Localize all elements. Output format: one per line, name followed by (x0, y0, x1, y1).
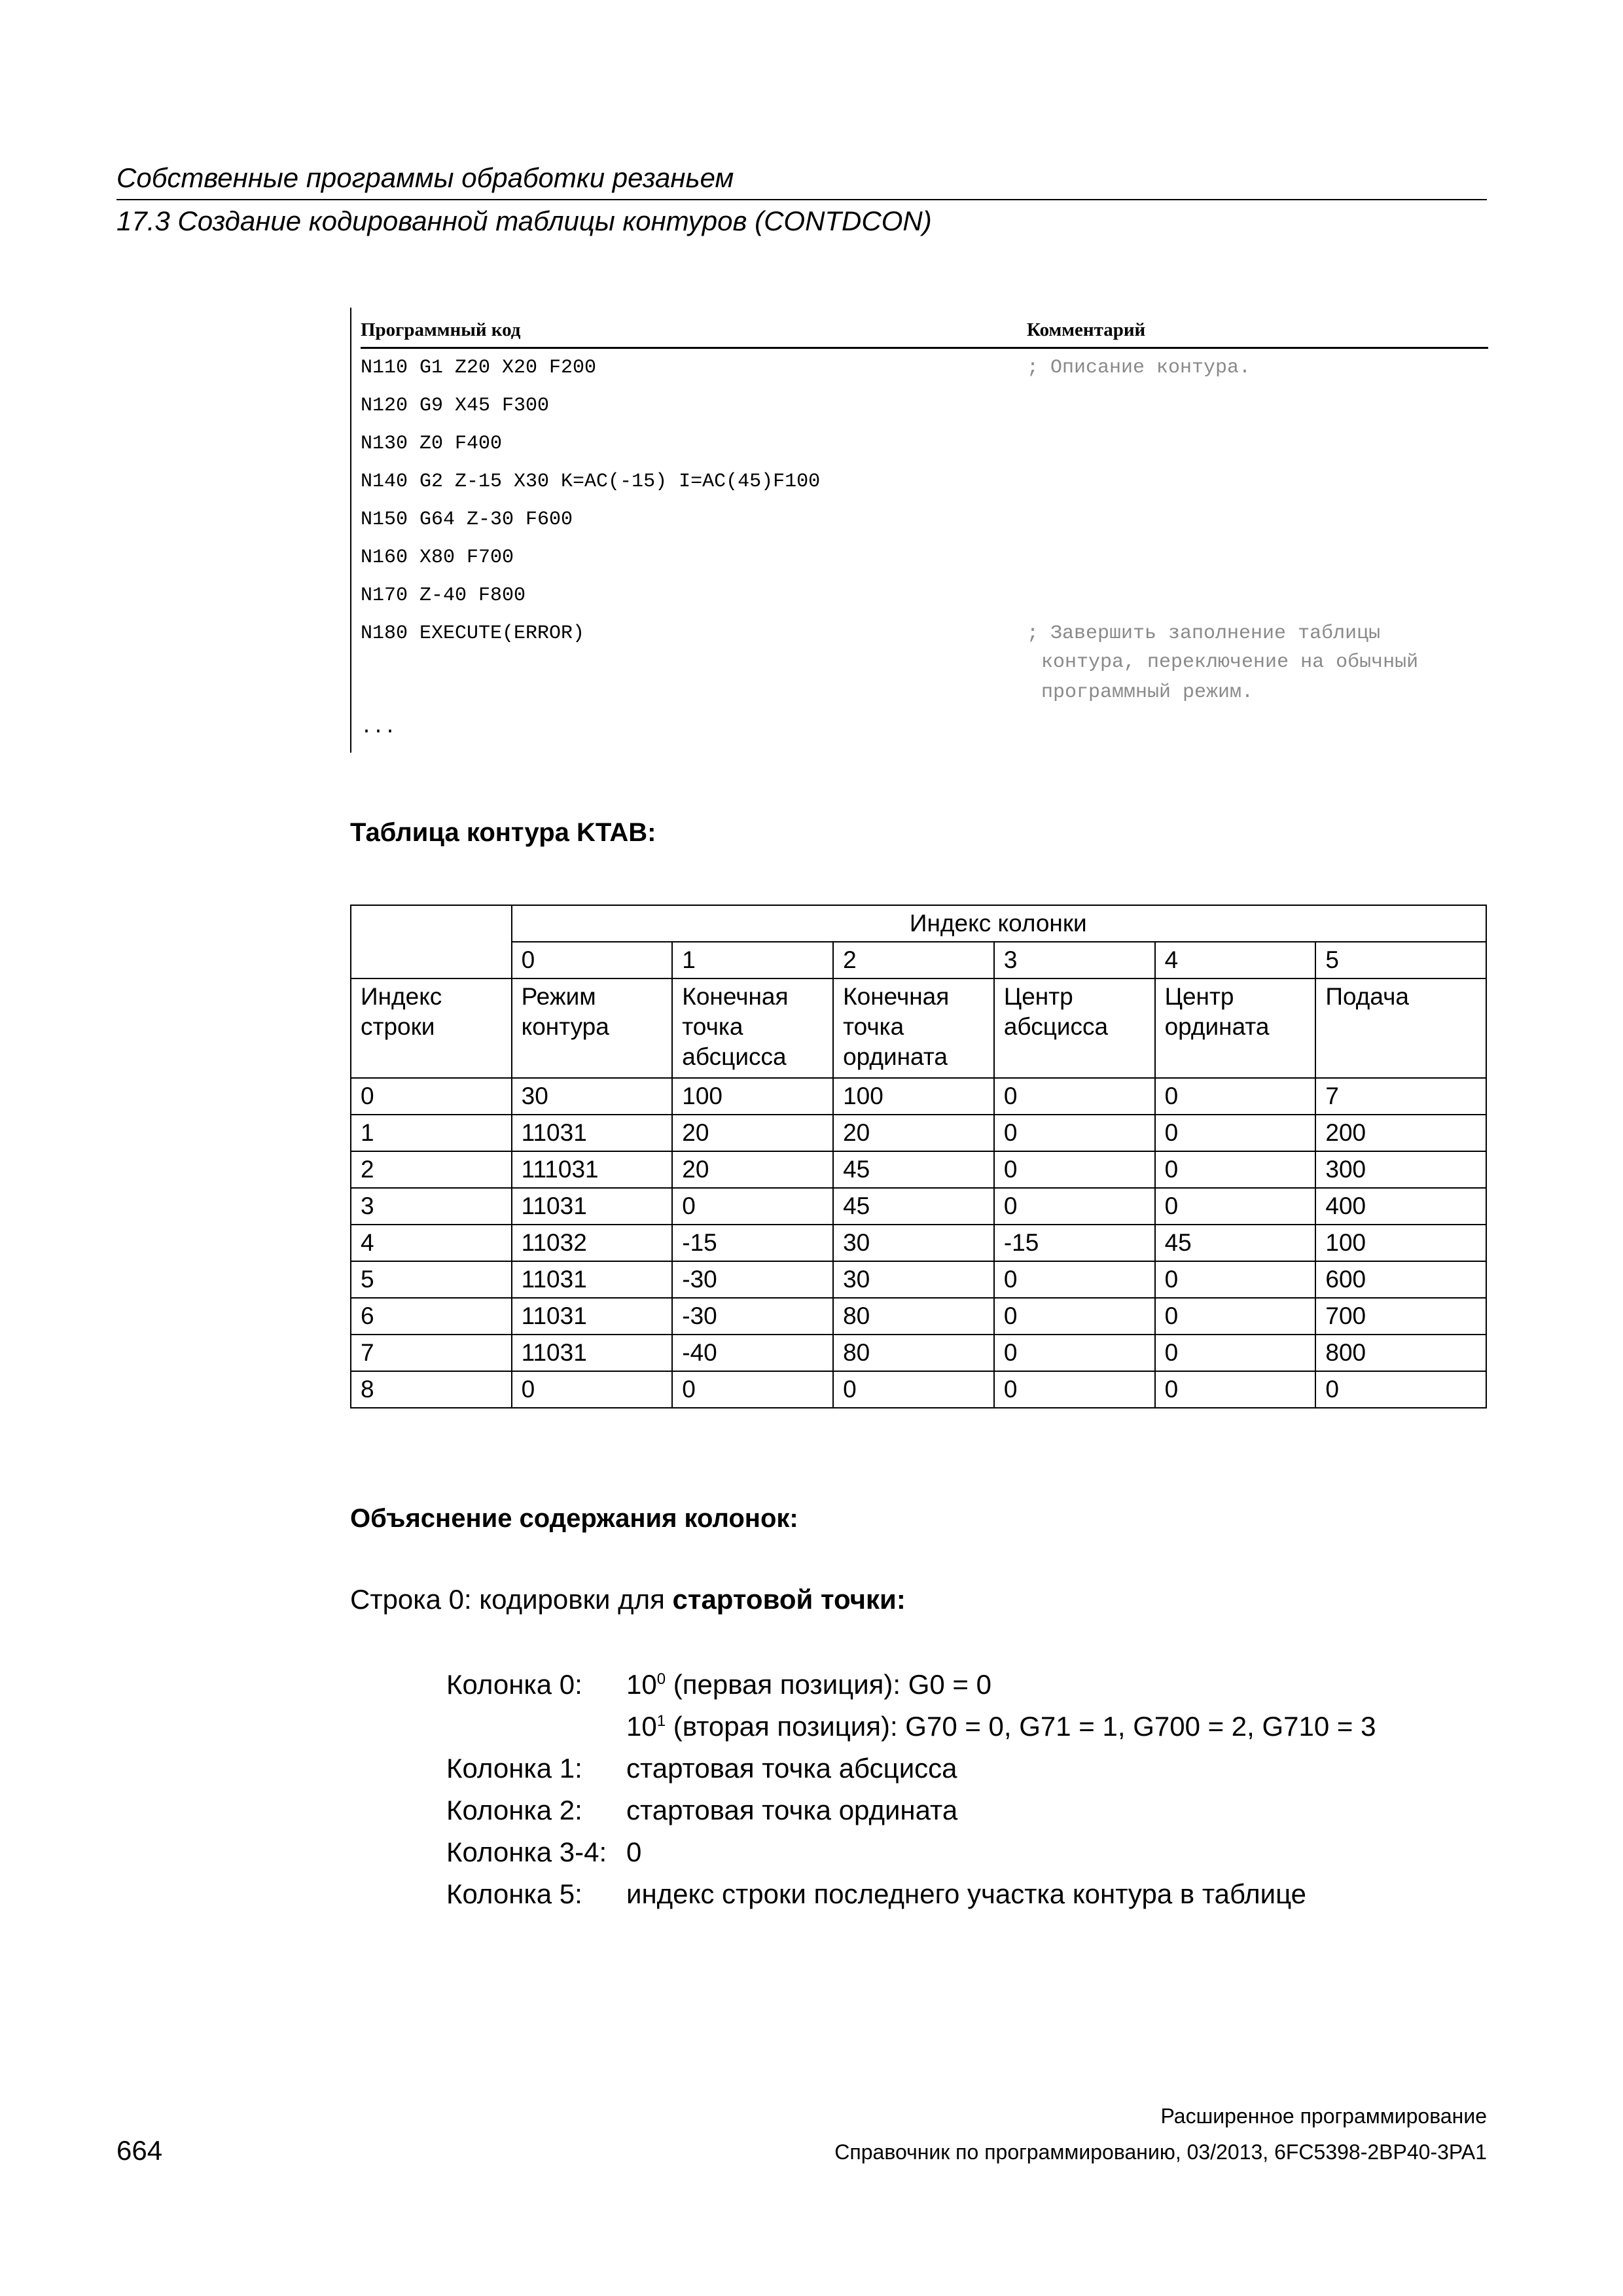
table-cell: 0 (994, 1298, 1155, 1335)
table-cell: 0 (994, 1371, 1155, 1408)
table-cell: 45 (833, 1188, 994, 1225)
row-index-cell: 8 (351, 1371, 512, 1408)
table-cell: 11031 (512, 1261, 673, 1298)
column-name: Центр абсцисса (994, 978, 1155, 1078)
code-ellipsis: ... (361, 717, 397, 739)
table-cell: 0 (833, 1371, 994, 1408)
table-cell: 80 (833, 1335, 994, 1371)
table-cell: 0 (1155, 1335, 1316, 1371)
table-cell: -15 (994, 1225, 1155, 1261)
table-cell: 0 (1155, 1188, 1316, 1225)
row-index-cell: 2 (351, 1151, 512, 1188)
column-name: Подача (1315, 978, 1486, 1078)
row-index-label: Индекс строки (351, 978, 512, 1078)
table-cell: 700 (1315, 1298, 1486, 1335)
code-listing (350, 308, 1488, 753)
comment-continuation: контура, переключение на обычный (1018, 651, 1419, 673)
code-line: N180 EXECUTE(ERROR) ; Завершить заполнение таблицы (361, 622, 1381, 645)
code-line: N110 G1 Z20 X20 F200 ; Описание контура. (361, 357, 1251, 379)
table-cell: 20 (833, 1115, 994, 1151)
comment-continuation: программный режим. (1018, 681, 1254, 704)
section-title: 17.3 Создание кодированной таблицы контуров (CONTDCON) (116, 206, 932, 236)
code-line: N160 X80 F700 (361, 547, 514, 569)
column-name: Конечная точка абсцисса (672, 978, 833, 1078)
table-row (351, 1115, 1486, 1151)
column-number: 5 (1315, 942, 1486, 978)
book-reference: Справочник по программированию, 03/2013, 6FC5398-2BP40-3PA1 (834, 2140, 1487, 2164)
table-cell: 45 (1155, 1225, 1316, 1261)
table-cell: 0 (672, 1371, 833, 1408)
table-cell: 0 (1155, 1298, 1316, 1335)
code-line: N120 G9 X45 F300 (361, 395, 550, 417)
column-number: 0 (512, 942, 673, 978)
table-cell: 11031 (512, 1188, 673, 1225)
table-row (351, 1188, 1486, 1225)
table-cell: -15 (672, 1225, 833, 1261)
table-cell: -30 (672, 1298, 833, 1335)
row0-description: Строка 0: кодировки для стартовой точки: (350, 1584, 906, 1615)
table-cell: 0 (1315, 1371, 1486, 1408)
chapter-title: Собственные программы обработки резаньем (116, 162, 734, 193)
table-cell: 0 (1155, 1115, 1316, 1151)
table-cell: 30 (833, 1225, 994, 1261)
code-line: N140 G2 Z-15 X30 K=AC(-15) I=AC(45)F100 (361, 471, 821, 493)
table-cell: 80 (833, 1298, 994, 1335)
table-row (351, 1151, 1486, 1188)
column-number-row (351, 942, 1486, 978)
table-cell: 0 (994, 1261, 1155, 1298)
row-index-cell: 5 (351, 1261, 512, 1298)
table-cell: 0 (1155, 1078, 1316, 1115)
table-cell: 45 (833, 1151, 994, 1188)
table-row (351, 1261, 1486, 1298)
table-cell: 800 (1315, 1335, 1486, 1371)
row-index-cell: 3 (351, 1188, 512, 1225)
table-cell: 0 (994, 1188, 1155, 1225)
table-cell: 0 (512, 1371, 673, 1408)
comment-column-header: Комментарий (1027, 319, 1146, 340)
table-cell: -30 (672, 1261, 833, 1298)
row-index-cell: 6 (351, 1298, 512, 1335)
column-name: Режим контура (512, 978, 673, 1078)
row-index-cell: 0 (351, 1078, 512, 1115)
table-row (351, 1078, 1486, 1115)
table-cell: 11031 (512, 1335, 673, 1371)
code-header (361, 315, 1488, 349)
code-line: N130 Z0 F400 (361, 433, 503, 455)
table-row (351, 1371, 1486, 1408)
code-line: N170 Z-40 F800 (361, 584, 526, 607)
ktab-title: Таблица контура KTAB: (350, 818, 656, 847)
row-index-cell: 1 (351, 1115, 512, 1151)
column-index-header: Индекс колонки (512, 905, 1486, 942)
table-cell: 11032 (512, 1225, 673, 1261)
column-name: Центр ордината (1155, 978, 1316, 1078)
table-cell: 111031 (512, 1151, 673, 1188)
table-cell: 0 (1155, 1371, 1316, 1408)
table-row (351, 1225, 1486, 1261)
table-cell: 0 (1155, 1261, 1316, 1298)
column-number: 4 (1155, 942, 1316, 978)
table-cell: 0 (994, 1078, 1155, 1115)
table-row (351, 1335, 1486, 1371)
table-cell: 11031 (512, 1115, 673, 1151)
explain-title: Объяснение содержания колонок: (350, 1504, 798, 1533)
empty-corner-cell (351, 905, 512, 978)
table-header-row (351, 905, 1486, 942)
row-index-cell: 4 (351, 1225, 512, 1261)
table-cell: 200 (1315, 1115, 1486, 1151)
table-cell: 300 (1315, 1151, 1486, 1188)
column-number: 2 (833, 942, 994, 978)
table-cell: 100 (672, 1078, 833, 1115)
table-cell: 400 (1315, 1188, 1486, 1225)
column-name: Конечная точка ордината (833, 978, 994, 1078)
table-row (351, 1298, 1486, 1335)
table-cell: 7 (1315, 1078, 1486, 1115)
contour-table (350, 905, 1487, 1408)
table-cell: 0 (1155, 1151, 1316, 1188)
table-cell: 0 (994, 1335, 1155, 1371)
page-number: 664 (116, 2135, 163, 2166)
table-cell: 20 (672, 1151, 833, 1188)
book-title: Расширенное программирование (1160, 2104, 1487, 2128)
code-column-header: Программный код (361, 319, 521, 340)
code-line: N150 G64 Z-30 F600 (361, 509, 573, 531)
row-index-cell: 7 (351, 1335, 512, 1371)
table-cell: 0 (994, 1115, 1155, 1151)
table-cell: 0 (994, 1151, 1155, 1188)
table-cell: 600 (1315, 1261, 1486, 1298)
table-cell: 100 (1315, 1225, 1486, 1261)
column-name-row (351, 978, 1486, 1078)
table-cell: -40 (672, 1335, 833, 1371)
table-cell: 0 (672, 1188, 833, 1225)
column-number: 3 (994, 942, 1155, 978)
table-cell: 30 (833, 1261, 994, 1298)
column-number: 1 (672, 942, 833, 978)
table-cell: 11031 (512, 1298, 673, 1335)
table-cell: 20 (672, 1115, 833, 1151)
header-rule (116, 199, 1487, 200)
table-cell: 100 (833, 1078, 994, 1115)
table-cell: 30 (512, 1078, 673, 1115)
